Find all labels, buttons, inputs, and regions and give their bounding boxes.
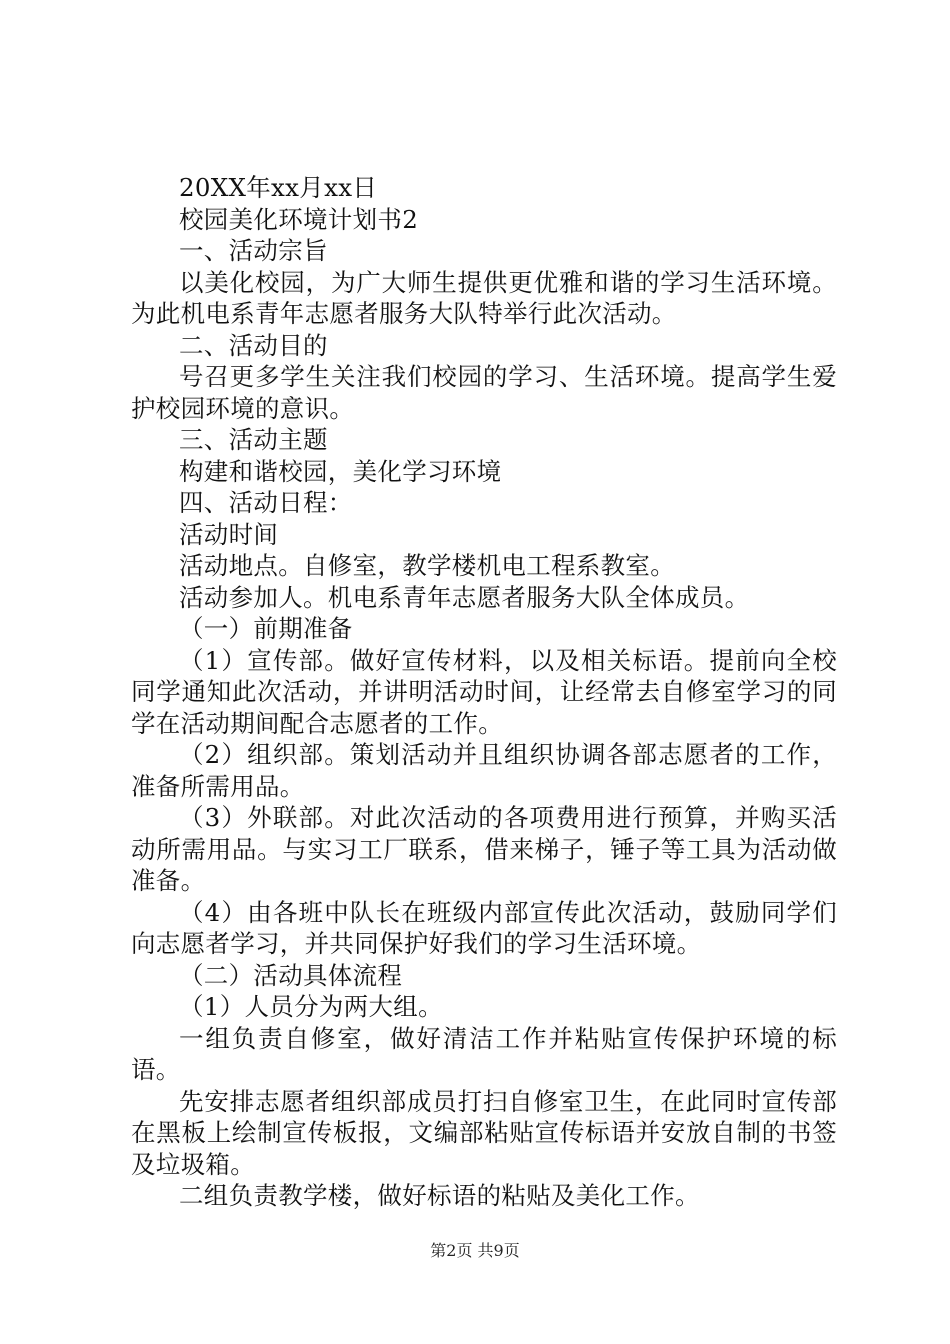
paragraph-organization: （2）组织部。策划活动并且组织协调各部志愿者的工作，准备所需用品。: [131, 740, 837, 801]
paragraph-class-leaders: （4）由各班中队长在班级内部宣传此次活动，鼓励同学们向志愿者学习，并共同保护好我们的学习生活环境。: [131, 897, 837, 958]
subsection-heading-preparation: （一）前期准备: [179, 614, 353, 643]
paragraph-purpose: 以美化校园，为广大师生提供更优雅和谐的学习生活环境。为此机电系青年志愿者服务大队特举行此次活动。: [131, 267, 837, 328]
paragraph-group-two: 二组负责教学楼，做好标语的粘贴及美化工作。: [179, 1181, 700, 1210]
paragraph-publicity: （1）宣传部。做好宣传材料，以及相关标语。提前向全校同学通知此次活动，并讲明活动时间，让经常去自修室学习的同学在活动期间配合志愿者的工作。: [131, 645, 837, 738]
paragraph-goal: 号召更多学生关注我们校园的学习、生活环境。提高学生爱护校园环境的意识。: [131, 362, 837, 423]
paragraph-external-relations: （3）外联部。对此次活动的各项费用进行预算，并购买活动所需用品。与实习工厂联系，借来梯子，锤子等工具为活动做准备。: [131, 803, 837, 895]
paragraph-group-one-detail: 先安排志愿者组织部成员打扫自修室卫生，在此同时宣传部在黑板上绘制宣传板报，文编部粘贴宣传标语并安放自制的书签及垃圾箱。: [131, 1086, 837, 1179]
document-body: [131, 172, 837, 1212]
page-number-footer: 第2页 共9页: [430, 1241, 520, 1260]
subsection-heading-process: （二）活动具体流程: [179, 960, 403, 990]
document-title: 校园美化环境计划书2: [179, 204, 419, 234]
date-line: 20XX年xx月xx日: [179, 173, 378, 202]
schedule-location: 活动地点。自修室，教学楼机电工程系教室。: [179, 551, 675, 580]
section-heading-schedule: 四、活动日程：: [179, 488, 353, 517]
section-heading-purpose: 一、活动宗旨: [179, 236, 328, 265]
theme-text: 构建和谐校园，美化学习环境: [179, 456, 502, 486]
schedule-participants: 活动参加人。机电系青年志愿者服务大队全体成员。: [179, 582, 750, 612]
section-heading-theme: 三、活动主题: [179, 425, 328, 454]
section-heading-goal: 二、活动目的: [179, 330, 328, 360]
schedule-time: 活动时间: [179, 519, 279, 549]
process-step-1: （1）人员分为两大组。: [179, 992, 443, 1021]
paragraph-group-one: 一组负责自修室，做好清洁工作并粘贴宣传保护环境的标语。: [131, 1023, 837, 1084]
